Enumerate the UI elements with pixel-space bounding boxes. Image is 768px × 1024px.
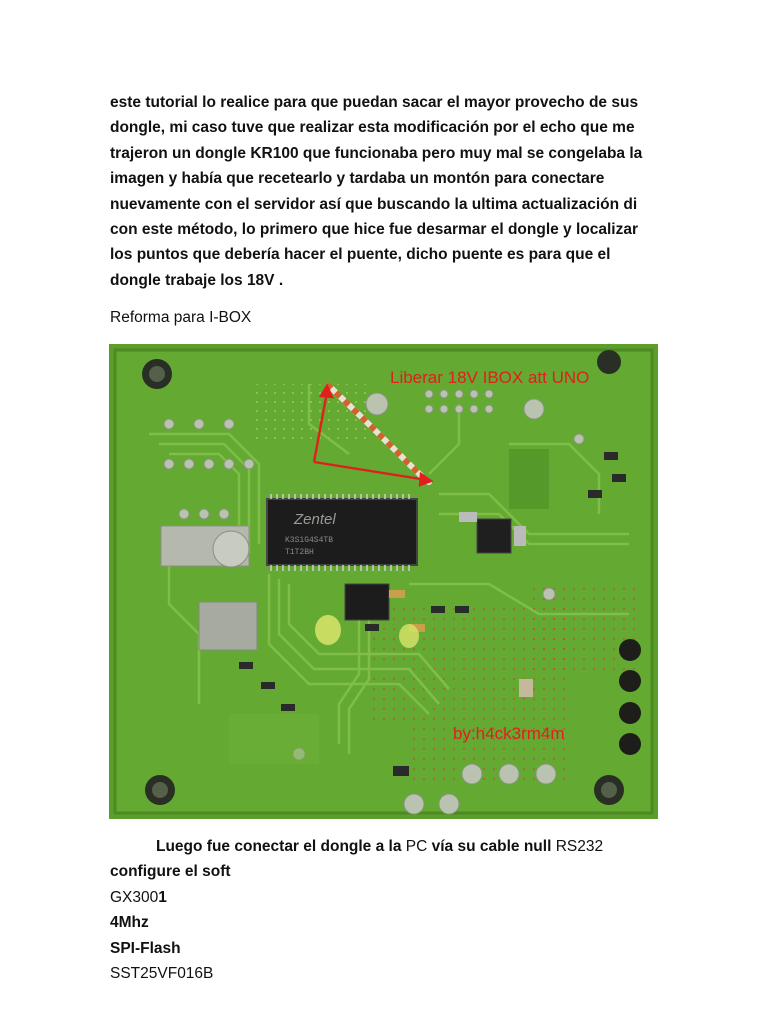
steps-line-2: configure el soft: [110, 863, 231, 881]
steps-text: PC: [405, 838, 428, 855]
steps-line-3: [110, 885, 603, 910]
intro-line: dongle trabaje los 18V .: [110, 271, 284, 289]
chip-brand: Zentel: [294, 511, 336, 528]
intro-line: los puntos que debería hacer el puente, dicho puente es para que el: [110, 246, 611, 264]
steps-line-1: [110, 834, 603, 859]
photo-caption-top: Liberar 18V IBOX att UNO: [390, 368, 590, 387]
steps-text: vía su cable null: [427, 838, 556, 855]
metal-shield: [199, 602, 257, 650]
main-chip: [267, 494, 417, 571]
intro-line: con este método, lo primero que hice fue desarmar el dongle y localizar: [110, 221, 639, 239]
chip-code: K3S1G4S4TB: [285, 536, 334, 545]
section-heading: Reforma para I-BOX: [110, 309, 252, 326]
photo-caption-bottom: by:h4ck3rm4m: [453, 724, 565, 743]
steps-text: RS232: [555, 838, 604, 855]
steps-line-4: 4Mhz: [110, 914, 149, 932]
regulator-chip: [477, 519, 511, 553]
intro-paragraph: [110, 90, 650, 293]
steps-text: Luego fue conectar el dongle a la: [156, 838, 406, 855]
steps-line-5: SPI-Flash: [110, 939, 181, 957]
steps-text: GX300: [110, 888, 159, 906]
steps-line-6: SST25VF016B: [110, 965, 214, 983]
pcb-photo: [109, 344, 658, 819]
steps-text: 1: [158, 888, 167, 906]
intro-line: trajeron un dongle KR100 que funcionaba pero muy mal se congelaba la: [110, 144, 643, 162]
small-chip: [345, 584, 389, 620]
chip-code: T1T2BH: [285, 548, 314, 557]
intro-line: este tutorial lo realice para que puedan sacar el mayor provecho de sus: [110, 94, 639, 111]
intro-line: imagen y había que recetearlo y tardaba un montón para conectare: [110, 170, 605, 188]
intro-line: dongle, mi caso tuve que realizar esta modificación por el echo que me: [110, 119, 635, 137]
setup-steps: [110, 834, 603, 986]
intro-line: nuevamente con el servidor así que buscando la ultima actualización di: [110, 195, 638, 213]
